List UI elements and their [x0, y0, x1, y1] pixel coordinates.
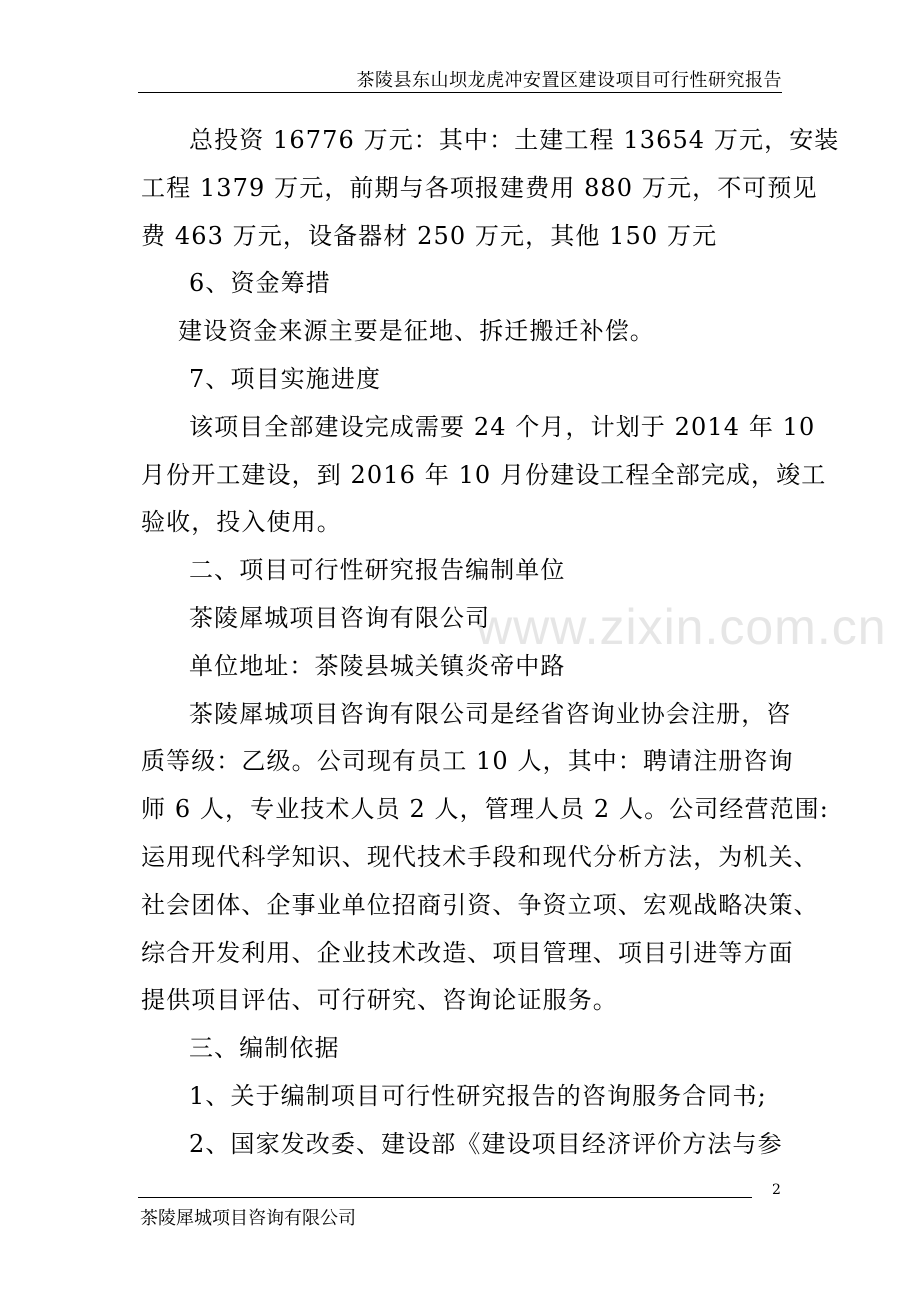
footer-company: 茶陵犀城项目咨询有限公司 [140, 1208, 356, 1229]
section-heading-compiler [141, 547, 791, 595]
text-line: 费 463 万元，设备器材 250 万元，其他 150 万元 [141, 221, 718, 250]
text-line: 师 6 人，专业技术人员 2 人，管理人员 2 人。公司经营范围: [141, 795, 829, 824]
text-line: 建设资金来源主要是征地、拆迁搬迁补偿。 [178, 317, 655, 346]
text-line: 1、关于编制项目可行性研究报告的咨询服务合同书; [189, 1081, 767, 1110]
page-number: 2 [772, 1182, 781, 1198]
company-address [141, 643, 791, 691]
section-heading-schedule [141, 356, 791, 404]
text-line: 提供项目评估、可行研究、咨询论证服务。 [141, 986, 618, 1015]
text-line: 质等级：乙级。公司现有员工 10 人，其中：聘请注册咨询 [141, 747, 794, 776]
section-heading-basis [141, 1025, 791, 1073]
text-line: 茶陵犀城项目咨询有限公司 [189, 603, 491, 632]
text-line: 2、国家发改委、建设部《建设项目经济评价方法与参 [189, 1129, 783, 1158]
paragraph-funding [141, 308, 791, 356]
watermark: www.zixin.com.cn [476, 599, 887, 655]
text-line: 运用现代科学知识、现代技术手段和现代分析方法，为机关、 [141, 842, 819, 871]
text-line: 综合开发利用、企业技术改造、项目管理、项目引进等方面 [141, 938, 794, 967]
page-header-title: 茶陵县东山坝龙虎冲安置区建设项目可行性研究报告 [356, 70, 782, 91]
paragraph-investment [141, 117, 840, 260]
footer-divider [138, 1197, 752, 1198]
text-line: 茶陵犀城项目咨询有限公司是经省咨询业协会注册，咨 [189, 699, 792, 728]
text-line: 工程 1379 万元，前期与各项报建费用 880 万元，不可预见 [141, 173, 818, 202]
text-line: 总投资 16776 万元：其中：土建工程 13654 万元，安装 [189, 126, 840, 154]
paragraph-schedule [141, 404, 827, 547]
basis-item-1 [141, 1073, 791, 1121]
company-name [141, 595, 791, 643]
paragraph-company-profile [141, 691, 829, 1026]
header-divider [138, 92, 782, 93]
text-line: 单位地址：茶陵县城关镇炎帝中路 [189, 651, 566, 680]
basis-item-2 [141, 1121, 791, 1169]
text-line: 月份开工建设，到 2016 年 10 月份建设工程全部完成，竣工 [141, 460, 827, 489]
text-line: 该项目全部建设完成需要 24 个月，计划于 2014 年 10 [189, 412, 816, 441]
text-line: 7、项目实施进度 [189, 364, 382, 393]
text-line: 三、编制依据 [189, 1034, 340, 1063]
text-line: 社会团体、企事业单位招商引资、争资立项、宏观战略决策、 [141, 890, 819, 919]
text-line: 二、项目可行性研究报告编制单位 [189, 556, 566, 585]
text-line: 6、资金筹措 [189, 269, 331, 298]
document-body [141, 117, 840, 1169]
section-heading-funding [141, 260, 791, 308]
text-line: 验收，投入使用。 [141, 508, 342, 537]
